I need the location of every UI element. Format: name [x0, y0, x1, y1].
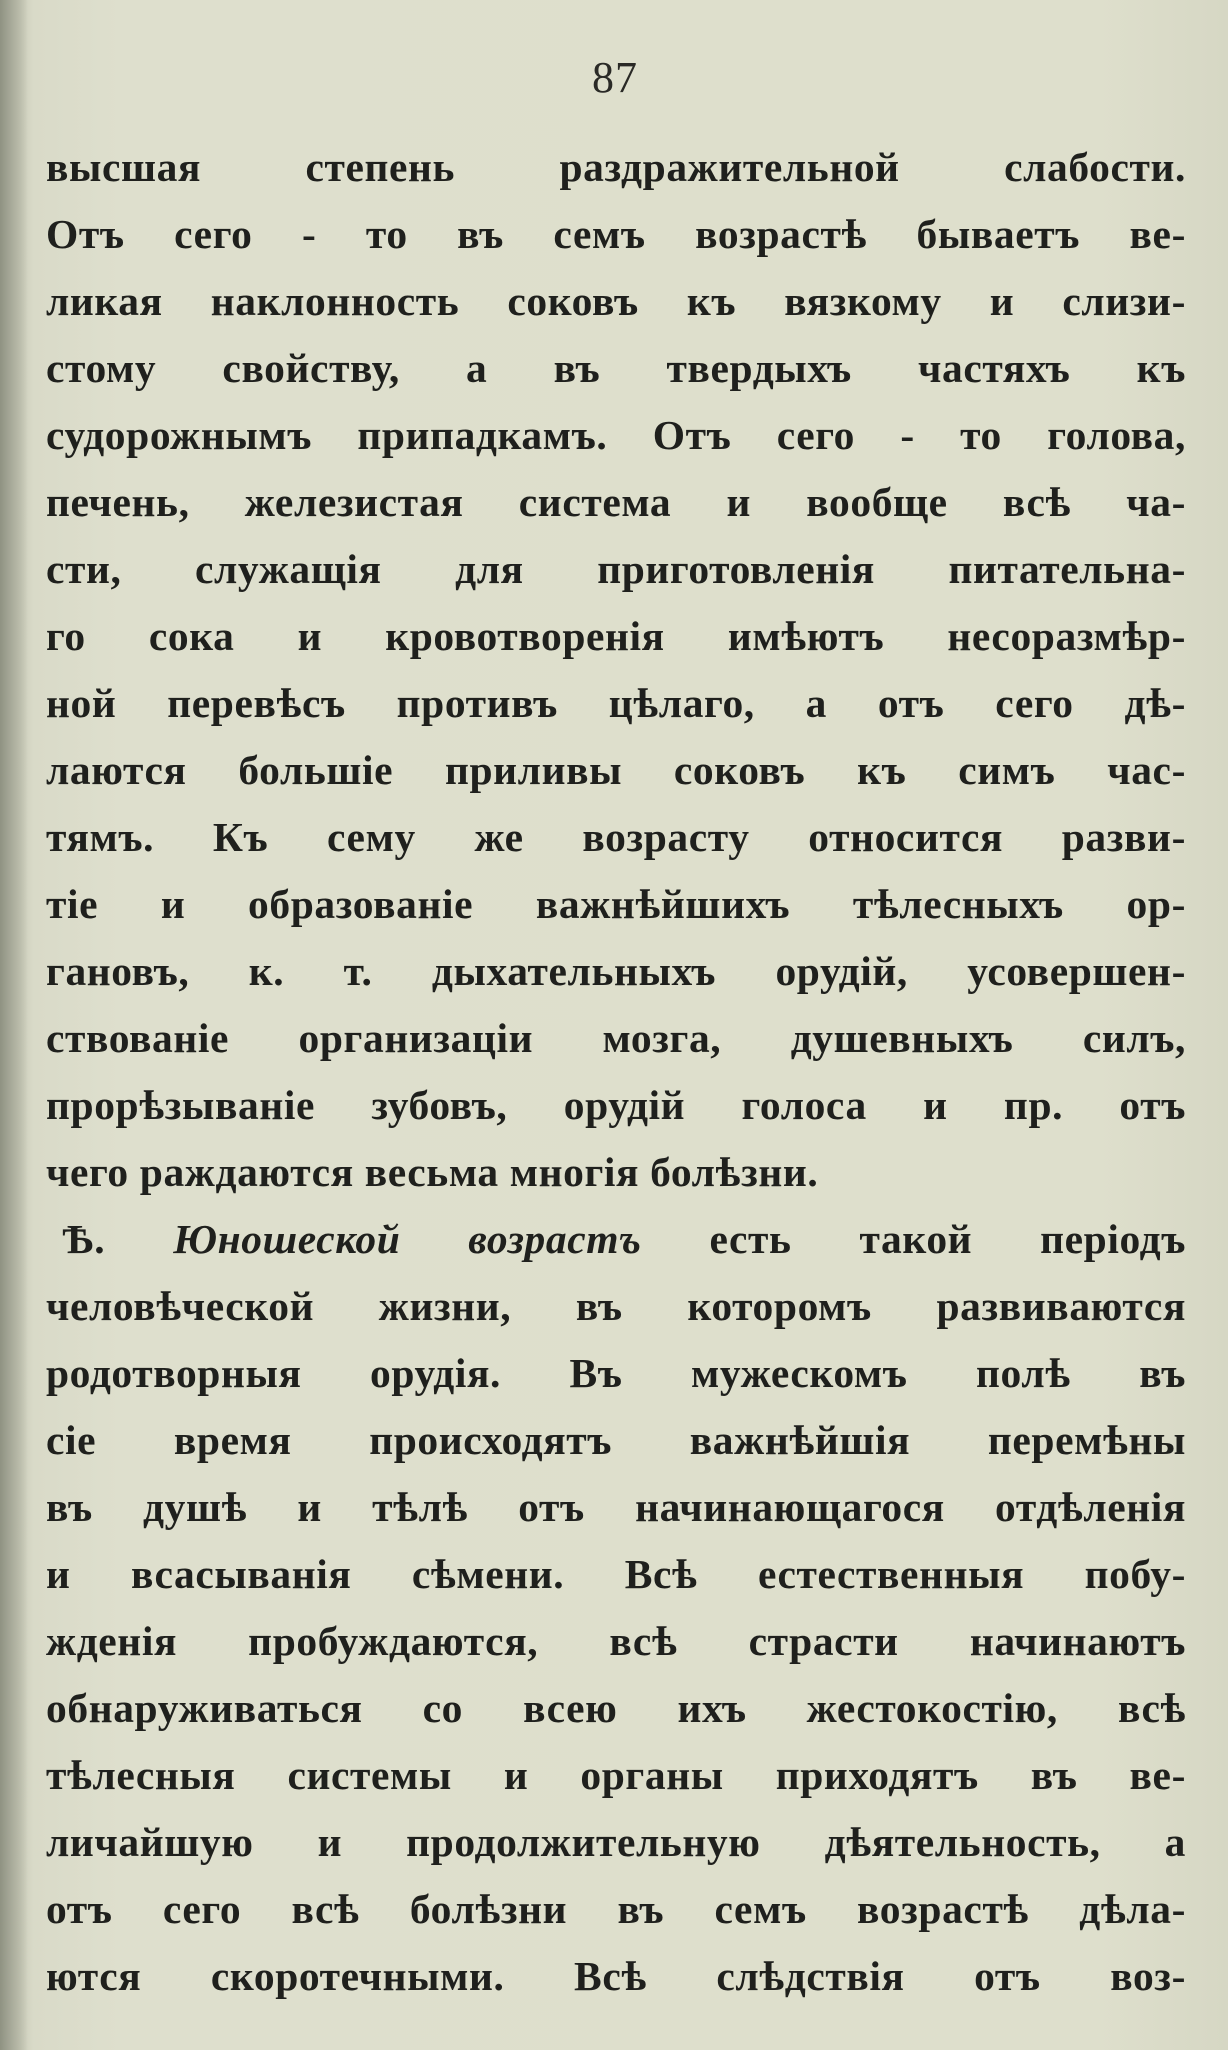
text-line: и всасыванія сѣмени. Всѣ естественныя побу- — [46, 1551, 1186, 1597]
heading-line-rest: есть такой періодъ — [709, 1216, 1186, 1262]
text-line: тямъ. Къ сему же возрасту относится разви- — [46, 814, 1186, 860]
text-line: тѣлесныя системы и органы приходятъ въ ве- — [46, 1752, 1186, 1798]
text-line: обнаруживаться со всею ихъ жестокостію, всѣ — [46, 1685, 1186, 1731]
text-line: лаются большіе приливы соковъ къ симъ час- — [46, 747, 1186, 793]
text-line: сіе время происходятъ важнѣйшія перемѣны — [46, 1417, 1186, 1463]
text-line: чего раждаются весьма многія болѣзни. — [46, 1149, 819, 1195]
text-line: тіе и образованіе важнѣйшихъ тѣлесныхъ ор- — [46, 881, 1186, 927]
text-line: судорожнымъ припадкамъ. Отъ сего - то голова, — [46, 412, 1186, 458]
section-letter: Ѣ. — [62, 1216, 106, 1262]
text-line: высшая степень раздражительной слабости. — [46, 144, 1186, 190]
text-line: человѣческой жизни, въ которомъ развиваются — [46, 1283, 1186, 1329]
paragraph-heading-line — [46, 1206, 1186, 1273]
text-line: гановъ, к. т. дыхательныхъ орудій, усовершен- — [46, 948, 1186, 994]
text-line: ствованіе организаціи мозга, душевныхъ силъ, — [46, 1015, 1186, 1061]
text-line: въ душѣ и тѣлѣ отъ начинающагося отдѣленія — [46, 1484, 1186, 1530]
italic-term: Юношеской возрастъ — [173, 1216, 642, 1262]
text-line: ной перевѣсъ противъ цѣлаго, а отъ сего дѣ- — [46, 680, 1186, 726]
page-number: 87 — [592, 53, 638, 102]
text-line: Отъ сего - то въ семъ возрастѣ бываетъ ве- — [46, 211, 1186, 257]
text-line: ликая наклонность соковъ къ вязкому и слизи- — [46, 278, 1186, 324]
text-line: личайшую и продолжительную дѣятельность, а — [46, 1819, 1186, 1865]
page-text — [46, 134, 1186, 2010]
text-line: стому свойству, а въ твердыхъ частяхъ къ — [46, 345, 1186, 391]
text-line: жденія пробуждаются, всѣ страсти начинаютъ — [46, 1618, 1186, 1664]
text-line: сти, служащія для приготовленія питательна- — [46, 546, 1186, 592]
text-line: печень, железистая система и вообще всѣ ча- — [46, 479, 1186, 525]
text-line: родотворныя орудія. Въ мужескомъ полѣ въ — [46, 1350, 1186, 1396]
text-line: ются скоротечными. Всѣ слѣдствія отъ воз- — [46, 1953, 1186, 1999]
text-line: отъ сего всѣ болѣзни въ семъ возрастѣ дѣла- — [46, 1886, 1186, 1932]
text-line: прорѣзываніе зубовъ, орудій голоса и пр. отъ — [46, 1082, 1186, 1128]
text-line: го сока и кровотворенія имѣютъ несоразмѣр- — [46, 613, 1186, 659]
page-gutter-shadow — [0, 0, 28, 2050]
